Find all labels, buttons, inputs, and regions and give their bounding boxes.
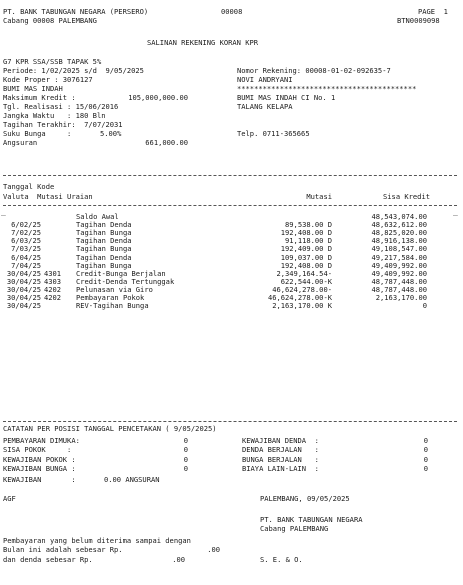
row-mutasi: 622,544.00-K bbox=[280, 276, 332, 286]
row-description: Tagihan Bunga bbox=[76, 244, 132, 254]
row-description: Credit-Bunga Berjalan bbox=[76, 268, 166, 278]
biaya-lain-label: BIAYA LAIN-LAIN : bbox=[242, 464, 319, 473]
interest-rate-label: Suku Bunga : bbox=[3, 129, 72, 138]
row-description: Tagihan Denda bbox=[76, 220, 132, 230]
bunga-berjalan-label: BUNGA BERJALAN : bbox=[242, 455, 319, 464]
divider bbox=[3, 421, 457, 422]
row-mutasi: 109,037.00 D bbox=[280, 252, 332, 262]
row-mutasi: 89,538.00 D bbox=[285, 220, 332, 230]
row-sisa-kredit: 49,409,992.00 bbox=[371, 268, 427, 278]
kode-proper: Kode Proper : 3076127 bbox=[3, 75, 93, 84]
row-date: 30/04/25 bbox=[6, 268, 41, 278]
row-code: 4202 bbox=[44, 284, 62, 294]
row-sisa-kredit: 48,916,138.00 bbox=[371, 236, 427, 246]
note-line-1: Pembayaran yang belum diterima sampai dengan bbox=[3, 536, 191, 545]
row-marker-left: _ bbox=[1, 207, 6, 216]
row-description: REV-Tagihan Bunga bbox=[76, 301, 149, 311]
signature-bank: PT. BANK TABUNGAN NEGARA bbox=[260, 515, 363, 524]
catatan-heading: CATATAN PER POSISI TANGGAL PENCETAKAN ( 9/05/2025) bbox=[3, 424, 217, 433]
denda-berjalan-value: 0 bbox=[423, 445, 428, 454]
agf-label: AGF bbox=[3, 494, 16, 503]
row-date: 6/03/25 bbox=[11, 236, 41, 246]
product-name: G7 KPR SSA/SSB TAPAK 5% bbox=[3, 57, 102, 66]
project-name: BUMI MAS INDAH bbox=[3, 84, 63, 93]
row-mutasi: 192,408.00 D bbox=[280, 228, 332, 238]
divider bbox=[3, 175, 457, 176]
pembayaran-dimuka-label: PEMBAYARAN DIMUKA: bbox=[3, 436, 80, 445]
row-description: Tagihan Denda bbox=[76, 236, 132, 246]
account-number: Nomor Rekening: 00008-01-02-092635-7 bbox=[237, 66, 391, 75]
kewajiban-pokok-value: 0 bbox=[183, 455, 188, 464]
row-sisa-kredit: 48,632,612.00 bbox=[371, 220, 427, 230]
realization-date: Tgl. Realisasi : 15/06/2016 bbox=[3, 102, 119, 111]
max-credit-value: 105,000,000.00 bbox=[128, 93, 188, 102]
row-sisa-kredit: 48,825,020.00 bbox=[371, 228, 427, 238]
address-line-1: BUMI MAS INDAH CI No. 1 bbox=[237, 93, 336, 102]
row-mutasi: 192,409.00 D bbox=[280, 244, 332, 254]
kewajiban-bunga-label: KEWAJIBAN BUNGA : bbox=[3, 464, 76, 473]
bank-name: PT. BANK TABUNGAN NEGARA (PERSERO) bbox=[3, 7, 149, 16]
column-header-sisa-kredit: Sisa Kredit bbox=[383, 192, 430, 201]
installment-label: Angsuran bbox=[3, 138, 38, 147]
kewajiban-denda-label: KEWAJIBAN DENDA : bbox=[242, 436, 319, 445]
row-date: 7/03/25 bbox=[11, 244, 41, 254]
reference-number: BTN0009098 bbox=[397, 16, 440, 25]
bunga-berjalan-value: 0 bbox=[423, 455, 428, 464]
row-description: Tagihan Denda bbox=[76, 252, 132, 262]
pembayaran-dimuka-value: 0 bbox=[183, 436, 188, 445]
document-title: SALINAN REKENING KORAN KPR bbox=[147, 38, 259, 47]
denda-berjalan-label: DENDA BERJALAN : bbox=[242, 445, 319, 454]
statement-period: Periode: 1/02/2025 s/d 9/05/2025 bbox=[3, 66, 144, 75]
page-label: PAGE 1 bbox=[418, 7, 448, 16]
row-mutasi: 46,624,278.00-K bbox=[267, 293, 332, 302]
row-date: 7/04/25 bbox=[11, 260, 41, 270]
row-date: 30/04/25 bbox=[6, 284, 41, 294]
row-date: 6/02/25 bbox=[11, 220, 41, 230]
row-mutasi: 46,624,278.00- bbox=[272, 284, 332, 294]
row-mutasi: 192,408.00 D bbox=[280, 260, 332, 270]
last-billing-date: Tagihan Terakhir: 7/07/2031 bbox=[3, 120, 123, 129]
row-sisa-kredit: 2,163,170.00 bbox=[375, 293, 427, 302]
installment-value: 661,000.00 bbox=[145, 138, 188, 147]
note-line-3-value: .00 bbox=[172, 555, 185, 564]
phone-number: Telp. 0711-365665 bbox=[237, 129, 310, 138]
customer-name: NOVI ANDRYANI bbox=[237, 75, 293, 84]
kewajiban-label: KEWAJIBAN : bbox=[3, 475, 76, 484]
row-sisa-kredit: 49,217,584.00 bbox=[371, 252, 427, 262]
branch-name: Cabang 00008 PALEMBANG bbox=[3, 16, 97, 25]
address-line-2: TALANG KELAPA bbox=[237, 102, 293, 111]
row-sisa-kredit: 49,108,547.00 bbox=[371, 244, 427, 254]
row-code: 4301 bbox=[44, 268, 62, 278]
row-code: 4303 bbox=[44, 276, 62, 286]
row-mutasi: 91,118.00 D bbox=[285, 236, 332, 246]
row-date: 30/04/25 bbox=[6, 276, 41, 286]
row-description: Pembayaran Pokok bbox=[76, 293, 145, 302]
row-mutasi: 2,349,164.54- bbox=[276, 268, 332, 278]
row-description: Pelunasan via Giro bbox=[76, 284, 153, 294]
row-description: Tagihan Bunga bbox=[76, 228, 132, 238]
star-separator: ****************************************** bbox=[237, 84, 417, 93]
row-sisa-kredit: 49,409,992.00 bbox=[371, 260, 427, 270]
row-description: Credit-Denda Tertunggak bbox=[76, 276, 175, 286]
row-date: 7/02/25 bbox=[11, 228, 41, 238]
loan-term: Jangka Waktu : 180 Bln bbox=[3, 111, 106, 120]
row-date: 30/04/25 bbox=[6, 301, 41, 311]
note-line-2-value: .00 bbox=[207, 545, 220, 554]
column-header-date-code: Tanggal Kode bbox=[3, 182, 55, 191]
row-code: 4202 bbox=[44, 293, 62, 302]
row-sisa-kredit: 48,787,448.00 bbox=[371, 276, 427, 286]
row-mutasi: 2,163,170.00 K bbox=[272, 301, 332, 311]
kewajiban-denda-value: 0 bbox=[423, 436, 428, 445]
kewajiban-value: 0.00 ANGSURAN bbox=[104, 475, 160, 484]
row-date: 30/04/25 bbox=[6, 293, 41, 302]
row-description: Tagihan Bunga bbox=[76, 260, 132, 270]
row-sisa-kredit: 48,543,074.00 bbox=[371, 212, 427, 221]
kewajiban-bunga-value: 0 bbox=[183, 464, 188, 473]
row-marker-right: _ bbox=[453, 207, 458, 216]
sisa-pokok-label: SISA POKOK : bbox=[3, 445, 72, 454]
document-number: 00008 bbox=[221, 7, 243, 16]
note-line-3-label: dan denda sebesar Rp. bbox=[3, 555, 93, 564]
interest-rate-value: 5.00% bbox=[100, 129, 122, 138]
row-description: Saldo Awal bbox=[76, 212, 119, 221]
kewajiban-pokok-label: KEWAJIBAN POKOK : bbox=[3, 455, 76, 464]
row-sisa-kredit: 48,787,448.00 bbox=[371, 284, 427, 294]
column-header-mutasi: Mutasi bbox=[306, 192, 332, 201]
sisa-pokok-value: 0 bbox=[183, 445, 188, 454]
signature-branch: Cabang PALEMBANG bbox=[260, 524, 329, 533]
max-credit-label: Maksimum Kredit : bbox=[3, 93, 76, 102]
row-date: 6/04/25 bbox=[11, 252, 41, 262]
errors-omissions-note: S. E. & O. bbox=[260, 555, 303, 564]
row-sisa-kredit: 0 bbox=[422, 301, 427, 311]
biaya-lain-value: 0 bbox=[423, 464, 428, 473]
note-line-2-label: Bulan ini adalah sebesar Rp. bbox=[3, 545, 123, 554]
divider bbox=[3, 205, 457, 206]
place-and-date: PALEMBANG, 09/05/2025 bbox=[260, 494, 350, 503]
column-header-valuta: Valuta Mutasi Uraian bbox=[3, 192, 93, 201]
